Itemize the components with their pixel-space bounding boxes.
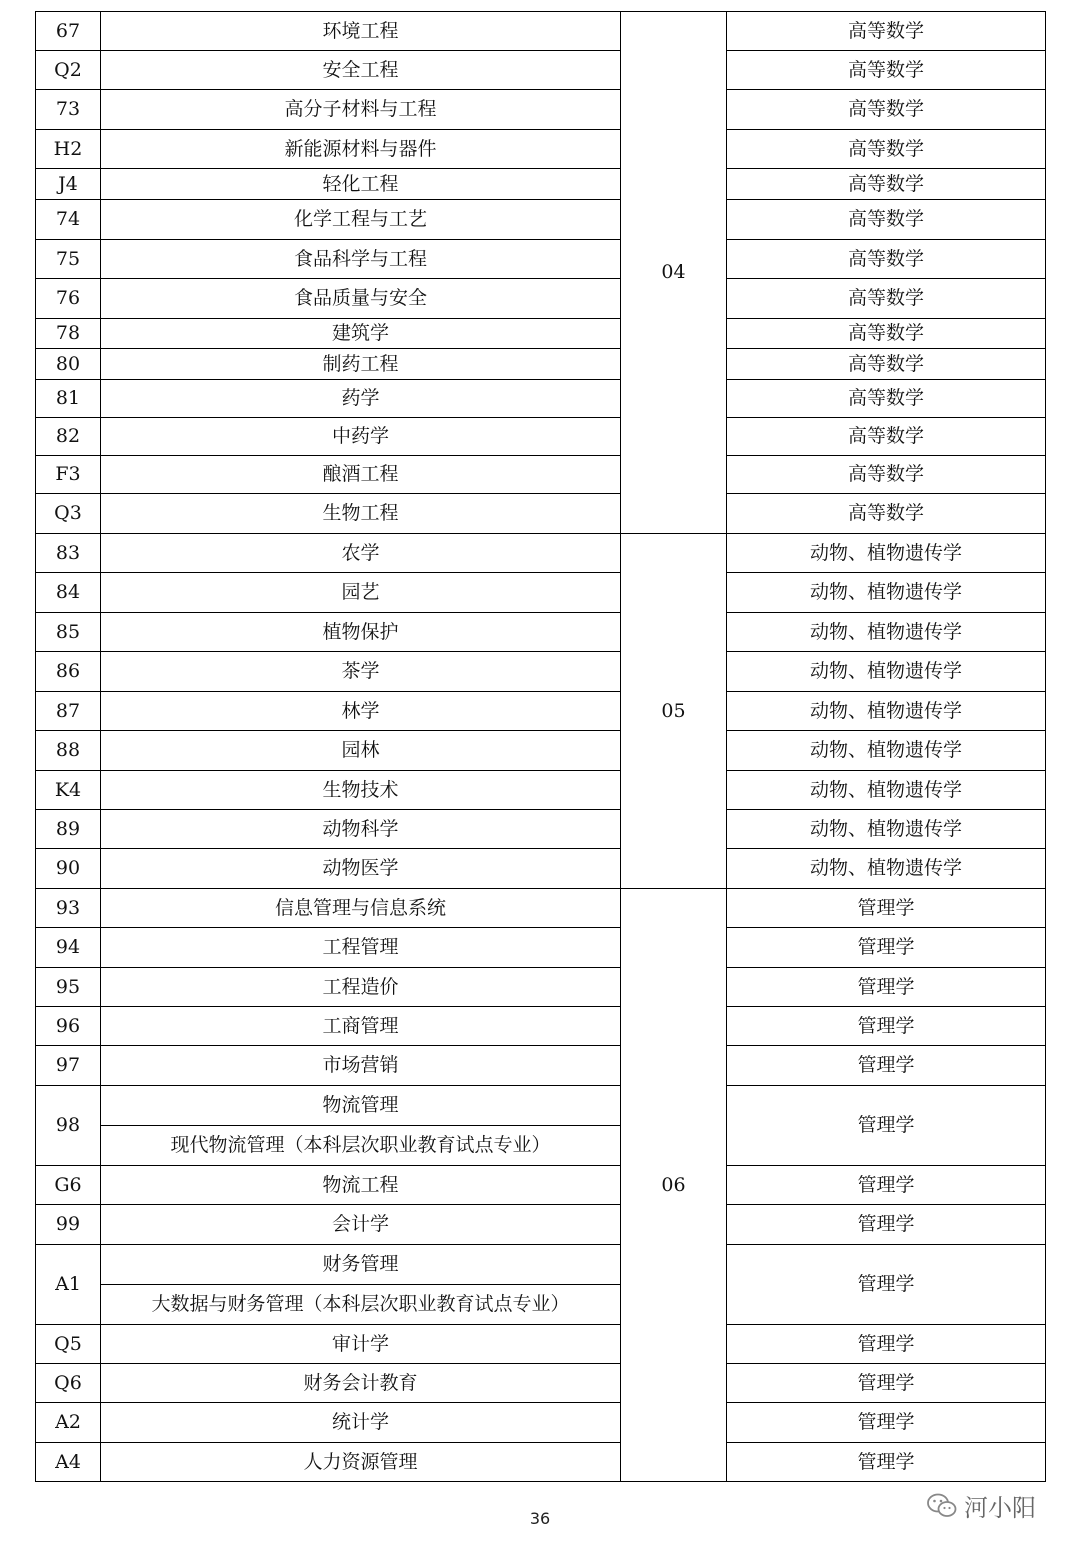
exam-subject-cell: 管理学 (727, 889, 1046, 928)
exam-subject-cell: 管理学 (727, 1245, 1046, 1325)
exam-subject-cell: 管理学 (727, 1205, 1046, 1245)
major-code-cell: 99 (36, 1205, 101, 1245)
major-name-cell: 中药学 (101, 418, 621, 456)
major-name-cell: 制药工程 (101, 349, 621, 380)
exam-subject-cell: 管理学 (727, 1325, 1046, 1364)
major-code-cell: 96 (36, 1007, 101, 1046)
exam-subject-cell: 高等数学 (727, 279, 1046, 319)
group-code-cell: 05 (621, 534, 727, 889)
table-row (36, 928, 1046, 968)
table-row (36, 494, 1046, 534)
table-row (36, 51, 1046, 90)
table-row (36, 731, 1046, 771)
major-name-cell: 统计学 (101, 1403, 621, 1443)
major-code-cell: 73 (36, 90, 101, 130)
major-code-cell: 85 (36, 613, 101, 652)
major-code-cell: Q2 (36, 51, 101, 90)
table-row (36, 380, 1046, 418)
major-code-cell: H2 (36, 130, 101, 169)
exam-subject-cell: 高等数学 (727, 319, 1046, 349)
exam-subject-cell: 管理学 (727, 1046, 1046, 1086)
major-code-cell: Q3 (36, 494, 101, 534)
major-code-cell: 95 (36, 968, 101, 1007)
major-code-cell: 82 (36, 418, 101, 456)
table-row (36, 200, 1046, 240)
major-name-cell: 大数据与财务管理（本科层次职业教育试点专业） (101, 1285, 621, 1325)
exam-subject-cell: 管理学 (727, 1086, 1046, 1166)
table-row (36, 1364, 1046, 1403)
table-row (36, 771, 1046, 810)
major-code-cell: A4 (36, 1443, 101, 1482)
major-code-cell: 84 (36, 573, 101, 613)
group-code-cell: 06 (621, 889, 727, 1482)
table-row (36, 1325, 1046, 1364)
major-name-cell: 工程管理 (101, 928, 621, 968)
major-name-cell: 食品质量与安全 (101, 279, 621, 319)
table-row (36, 12, 1046, 51)
major-name-cell: 会计学 (101, 1205, 621, 1245)
group-code-cell: 04 (621, 12, 727, 534)
exam-subject-cell: 动物、植物遗传学 (727, 810, 1046, 849)
watermark-text: 河小阳 (964, 1494, 1036, 1522)
table-row (36, 279, 1046, 319)
major-code-cell: Q5 (36, 1325, 101, 1364)
major-name-cell: 财务管理 (101, 1245, 621, 1285)
table-row (36, 889, 1046, 928)
major-code-cell: 75 (36, 240, 101, 279)
major-code-cell: 93 (36, 889, 101, 928)
table-row (36, 1403, 1046, 1443)
major-name-cell: 化学工程与工艺 (101, 200, 621, 240)
table-row (36, 1443, 1046, 1482)
major-name-cell: 生物工程 (101, 494, 621, 534)
major-code-cell: 89 (36, 810, 101, 849)
major-name-cell: 轻化工程 (101, 169, 621, 200)
exam-subject-cell: 管理学 (727, 1403, 1046, 1443)
major-name-cell: 农学 (101, 534, 621, 573)
major-code-cell: 81 (36, 380, 101, 418)
major-code-cell: Q6 (36, 1364, 101, 1403)
table-row (36, 418, 1046, 456)
exam-subject-cell: 动物、植物遗传学 (727, 613, 1046, 652)
exam-subject-cell: 动物、植物遗传学 (727, 652, 1046, 692)
exam-subject-cell: 管理学 (727, 928, 1046, 968)
major-name-cell: 审计学 (101, 1325, 621, 1364)
table-body (36, 12, 1046, 1482)
major-name-cell: 物流工程 (101, 1166, 621, 1205)
table-row (36, 1245, 1046, 1285)
major-code-cell: 88 (36, 731, 101, 771)
table-row (36, 613, 1046, 652)
table-row (36, 1046, 1046, 1086)
exam-subject-cell: 高等数学 (727, 51, 1046, 90)
major-name-cell: 药学 (101, 380, 621, 418)
page-number: 36 (529, 1509, 551, 1528)
major-code-cell: A1 (36, 1245, 101, 1325)
major-code-cell: K4 (36, 771, 101, 810)
exam-subject-cell: 管理学 (727, 1364, 1046, 1403)
table-row (36, 169, 1046, 200)
major-name-cell: 动物科学 (101, 810, 621, 849)
table-row (36, 90, 1046, 130)
major-name-cell: 食品科学与工程 (101, 240, 621, 279)
major-code-cell: 90 (36, 849, 101, 889)
table-row (36, 456, 1046, 494)
exam-subject-cell: 动物、植物遗传学 (727, 534, 1046, 573)
major-name-cell: 信息管理与信息系统 (101, 889, 621, 928)
major-name-cell: 物流管理 (101, 1086, 621, 1126)
major-name-cell: 动物医学 (101, 849, 621, 889)
table-row (36, 692, 1046, 731)
exam-subject-cell: 管理学 (727, 1166, 1046, 1205)
watermark (926, 1488, 1036, 1523)
exam-subject-cell: 管理学 (727, 1007, 1046, 1046)
table-row (36, 573, 1046, 613)
exam-subject-cell: 动物、植物遗传学 (727, 573, 1046, 613)
major-code-cell: A2 (36, 1403, 101, 1443)
major-code-cell: 74 (36, 200, 101, 240)
exam-subject-cell: 高等数学 (727, 240, 1046, 279)
table-row (36, 130, 1046, 169)
table-row (36, 1205, 1046, 1245)
major-code-cell: 83 (36, 534, 101, 573)
exam-subject-cell: 动物、植物遗传学 (727, 731, 1046, 771)
table-row (36, 534, 1046, 573)
major-subject-table (35, 11, 1046, 1482)
major-code-cell: 98 (36, 1086, 101, 1166)
major-code-cell: 94 (36, 928, 101, 968)
table-row (36, 240, 1046, 279)
table-row (36, 349, 1046, 380)
major-name-cell: 人力资源管理 (101, 1443, 621, 1482)
major-name-cell: 工程造价 (101, 968, 621, 1007)
table-row (36, 849, 1046, 889)
major-name-cell: 安全工程 (101, 51, 621, 90)
major-code-cell: 76 (36, 279, 101, 319)
exam-subject-cell: 高等数学 (727, 494, 1046, 534)
major-code-cell: 87 (36, 692, 101, 731)
exam-subject-cell: 高等数学 (727, 380, 1046, 418)
major-code-cell: 86 (36, 652, 101, 692)
table-row (36, 1007, 1046, 1046)
major-name-cell: 新能源材料与器件 (101, 130, 621, 169)
major-code-cell: G6 (36, 1166, 101, 1205)
major-name-cell: 高分子材料与工程 (101, 90, 621, 130)
table-row (36, 319, 1046, 349)
exam-subject-cell: 高等数学 (727, 456, 1046, 494)
major-name-cell: 生物技术 (101, 771, 621, 810)
exam-subject-cell: 高等数学 (727, 90, 1046, 130)
major-code-cell: F3 (36, 456, 101, 494)
table-row (36, 1166, 1046, 1205)
exam-subject-cell: 高等数学 (727, 130, 1046, 169)
wechat-icon (926, 1492, 958, 1520)
major-code-cell: 67 (36, 12, 101, 51)
major-name-cell: 建筑学 (101, 319, 621, 349)
exam-subject-cell: 管理学 (727, 968, 1046, 1007)
exam-subject-cell: 高等数学 (727, 200, 1046, 240)
exam-subject-cell: 管理学 (727, 1443, 1046, 1482)
exam-subject-cell: 高等数学 (727, 418, 1046, 456)
major-name-cell: 酿酒工程 (101, 456, 621, 494)
major-name-cell: 工商管理 (101, 1007, 621, 1046)
major-name-cell: 林学 (101, 692, 621, 731)
exam-subject-cell: 高等数学 (727, 12, 1046, 51)
exam-subject-cell: 高等数学 (727, 169, 1046, 200)
exam-subject-cell: 高等数学 (727, 349, 1046, 380)
major-code-cell: 97 (36, 1046, 101, 1086)
major-name-cell: 财务会计教育 (101, 1364, 621, 1403)
major-code-cell: 78 (36, 319, 101, 349)
exam-subject-cell: 动物、植物遗传学 (727, 771, 1046, 810)
table-row (36, 968, 1046, 1007)
exam-subject-cell: 动物、植物遗传学 (727, 692, 1046, 731)
exam-subject-cell: 动物、植物遗传学 (727, 849, 1046, 889)
major-code-cell: J4 (36, 169, 101, 200)
major-name-cell: 植物保护 (101, 613, 621, 652)
major-name-cell: 现代物流管理（本科层次职业教育试点专业） (101, 1126, 621, 1166)
major-name-cell: 园林 (101, 731, 621, 771)
major-name-cell: 茶学 (101, 652, 621, 692)
table-row (36, 810, 1046, 849)
table-row (36, 1086, 1046, 1126)
major-code-cell: 80 (36, 349, 101, 380)
major-name-cell: 环境工程 (101, 12, 621, 51)
major-name-cell: 园艺 (101, 573, 621, 613)
major-name-cell: 市场营销 (101, 1046, 621, 1086)
table-row (36, 652, 1046, 692)
